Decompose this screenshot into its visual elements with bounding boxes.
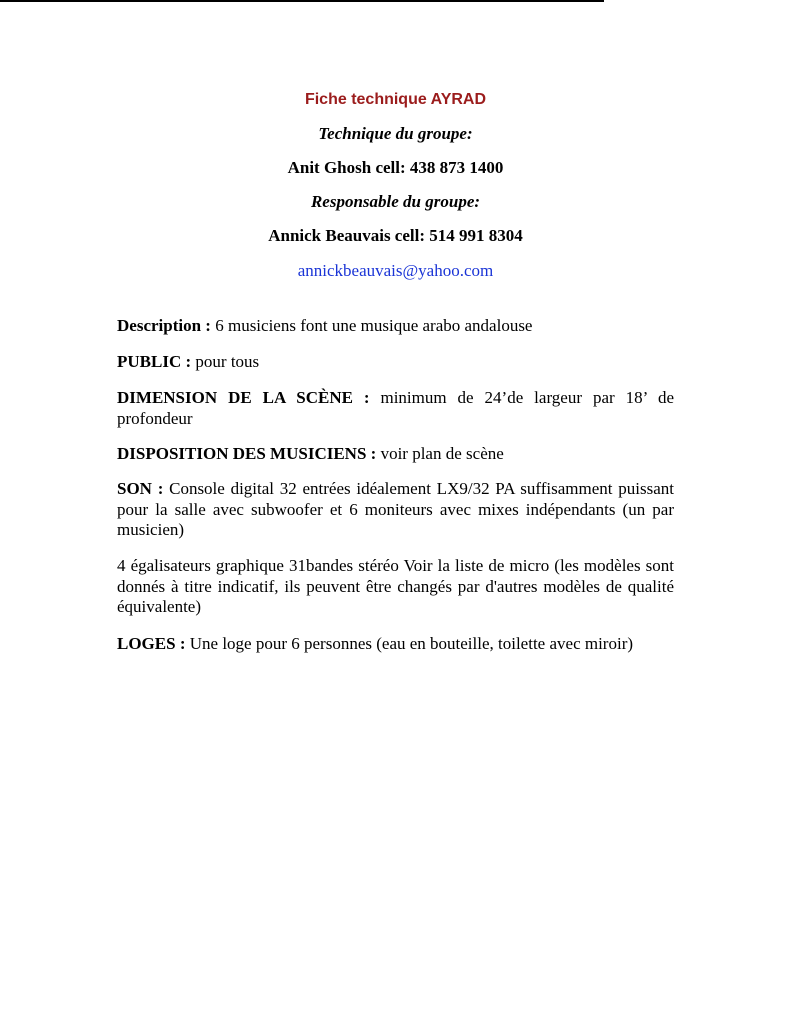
description-paragraph [117,316,674,337]
public-paragraph [117,352,674,373]
document-title: Fiche technique AYRAD [304,91,487,108]
public-label: PUBLIC : [117,352,192,371]
email-line [117,261,674,281]
egalisateurs-text: 4 égalisateurs graphique 31bandes stéréo Voir la liste de micro (les modèles sont donnés à titre indicatif, ils peuvent être changés par d'autres modèles de qualité équivalente) [117,556,674,616]
son-label: SON : [117,479,164,498]
disposition-text: voir plan de scène [376,444,504,463]
dimension-label: DIMENSION DE LA SCÈNE : [117,388,370,407]
email-link[interactable]: annickbeauvais@yahoo.com [297,261,494,280]
loges-paragraph [117,634,674,655]
loges-label: LOGES : [117,634,186,653]
resp-contact: Annick Beauvais cell: 514 991 8304 [268,226,523,245]
public-text: pour tous [191,352,260,371]
dimension-text: minimum de 24’de largeur par 18’ de profondeur [117,388,674,428]
description-label: Description : [117,316,211,335]
description-text: 6 musiciens font une musique arabo andalouse [210,316,533,335]
tech-heading: Technique du groupe: [318,124,473,143]
son-paragraph [117,479,674,541]
egalisateurs-paragraph [117,556,674,618]
tech-contact: Anit Ghosh cell: 438 873 1400 [287,158,504,177]
disposition-paragraph [117,444,674,465]
disposition-label: DISPOSITION DES MUSICIENS : [117,444,377,463]
top-rule [0,0,604,2]
son-text: Console digital 32 entrées idéalement LX9/32 PA suffisamment puissant pour la salle avec subwoofer et 6 moniteurs avec mixes indépendants (un par musicien) [117,479,674,539]
loges-text: Une loge pour 6 personnes (eau en bouteille, toilette avec miroir) [185,634,634,653]
dimension-paragraph [117,388,674,429]
resp-heading: Responsable du groupe: [310,192,481,211]
